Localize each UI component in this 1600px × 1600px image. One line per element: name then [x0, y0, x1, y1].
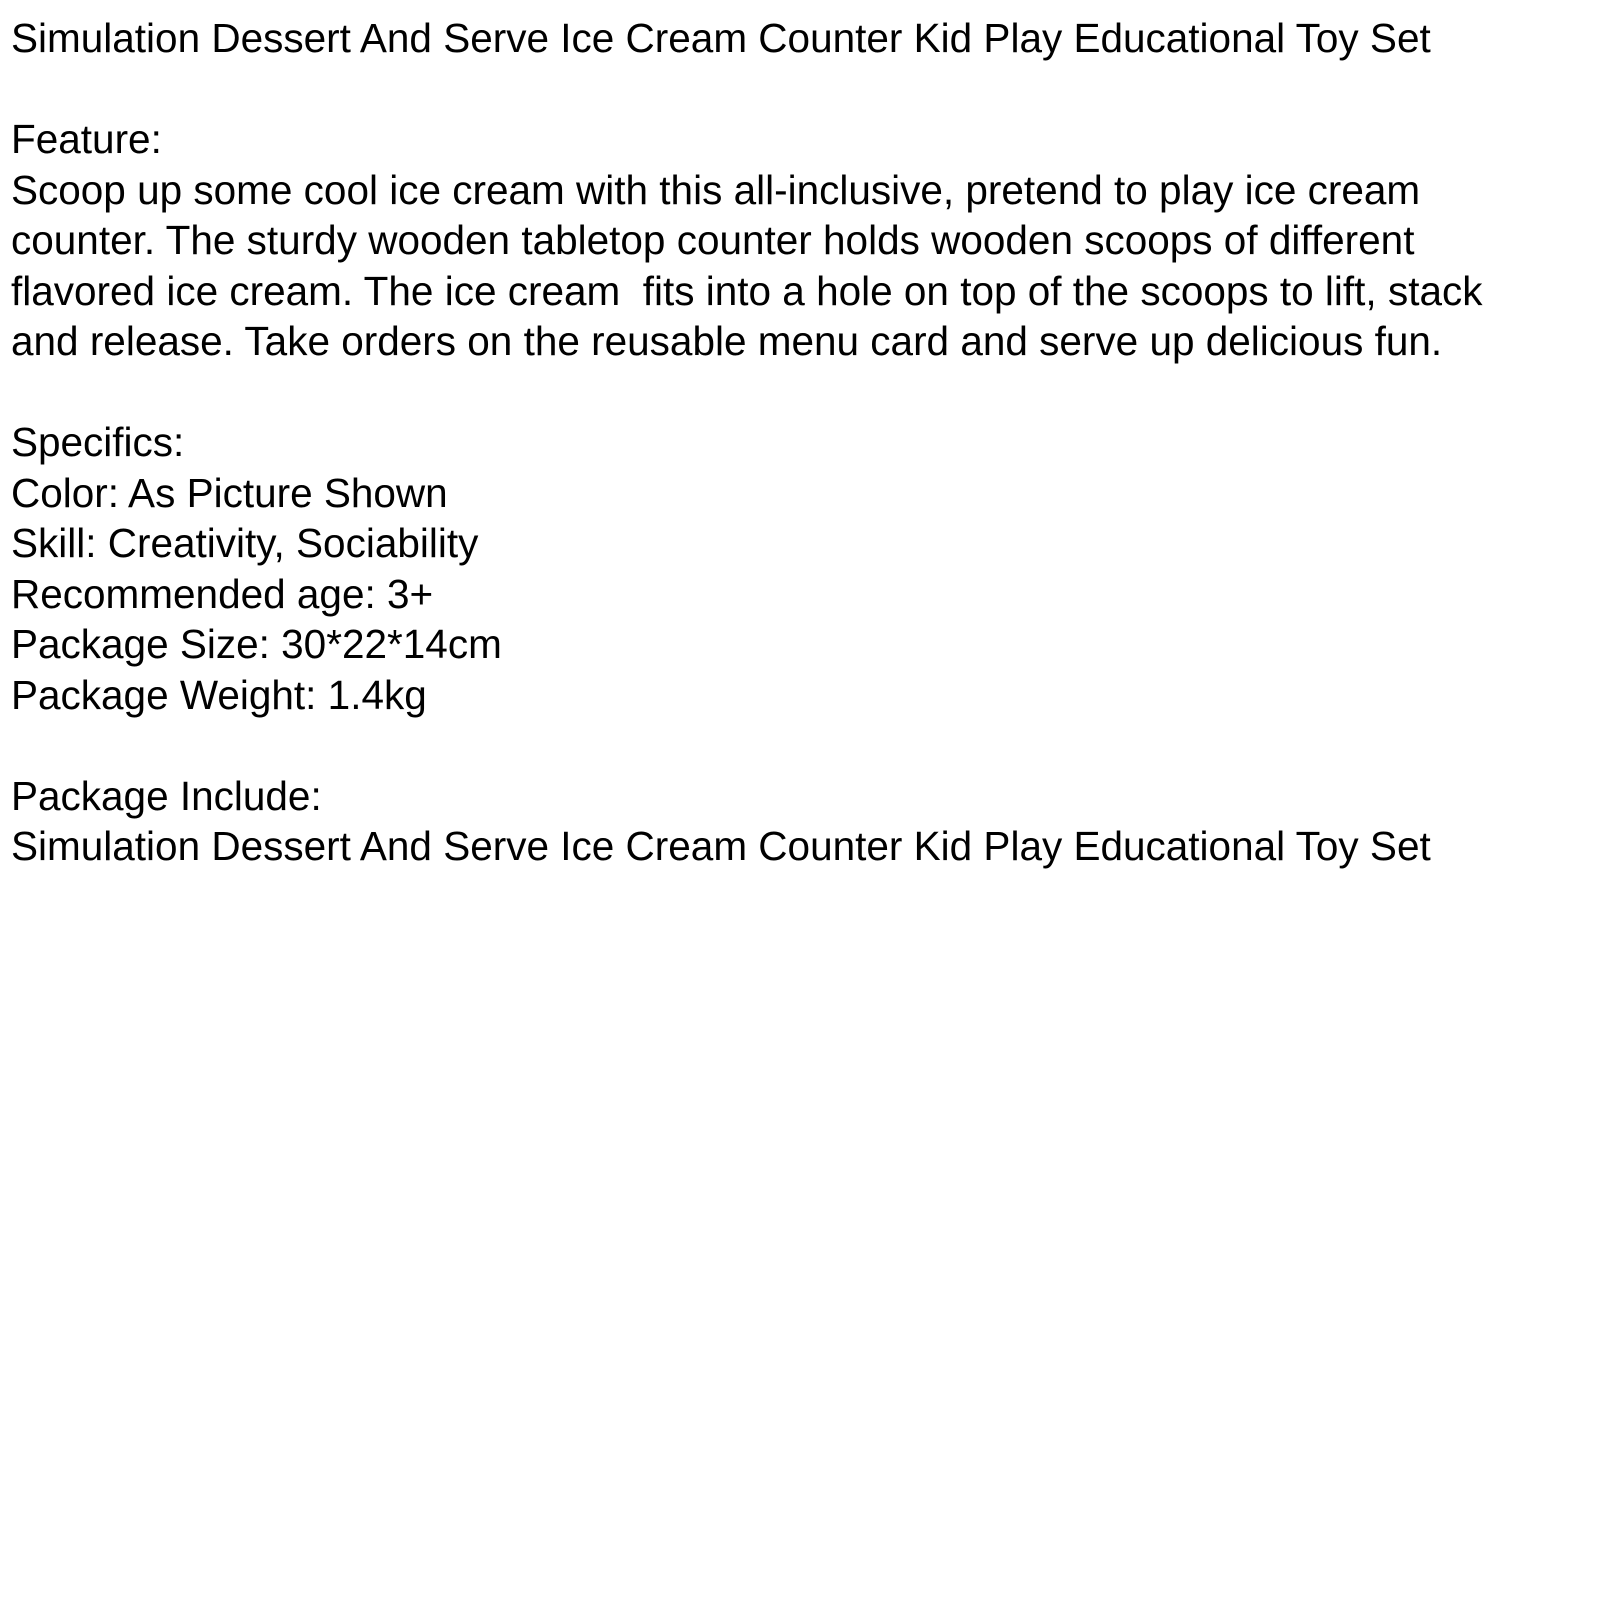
spec-skill: Skill: Creativity, Sociability	[11, 520, 479, 566]
feature-text-line: flavored ice cream. The ice cream fits into a hole on top of the scoops to lift, stack	[11, 267, 1483, 314]
feature-text-line: and release. Take orders on the reusable menu card and serve up delicious fun.	[11, 318, 1443, 364]
spacer	[11, 64, 1591, 115]
spec-age: Recommended age: 3+	[11, 570, 434, 617]
spec-package-size: Package Size: 30*22*14cm	[11, 621, 502, 667]
product-title: Simulation Dessert And Serve Ice Cream Counter Kid Play Educational Toy Set	[11, 15, 1431, 61]
specifics-heading: Specifics:	[11, 419, 185, 465]
spec-color: Color: As Picture Shown	[11, 469, 448, 516]
spec-package-weight: Package Weight: 1.4kg	[11, 671, 427, 718]
spacer	[11, 720, 1591, 771]
package-include-item: Simulation Dessert And Serve Ice Cream Counter Kid Play Educational Toy Set	[11, 823, 1431, 869]
spacer	[11, 367, 1591, 418]
feature-heading: Feature:	[11, 116, 162, 162]
package-include-heading: Package Include:	[11, 772, 322, 819]
product-description	[11, 13, 1591, 872]
feature-text-line: counter. The sturdy wooden tabletop counter holds wooden scoops of different	[11, 217, 1415, 263]
feature-text-line: Scoop up some cool ice cream with this all-inclusive, pretend to play ice cream	[11, 166, 1421, 213]
